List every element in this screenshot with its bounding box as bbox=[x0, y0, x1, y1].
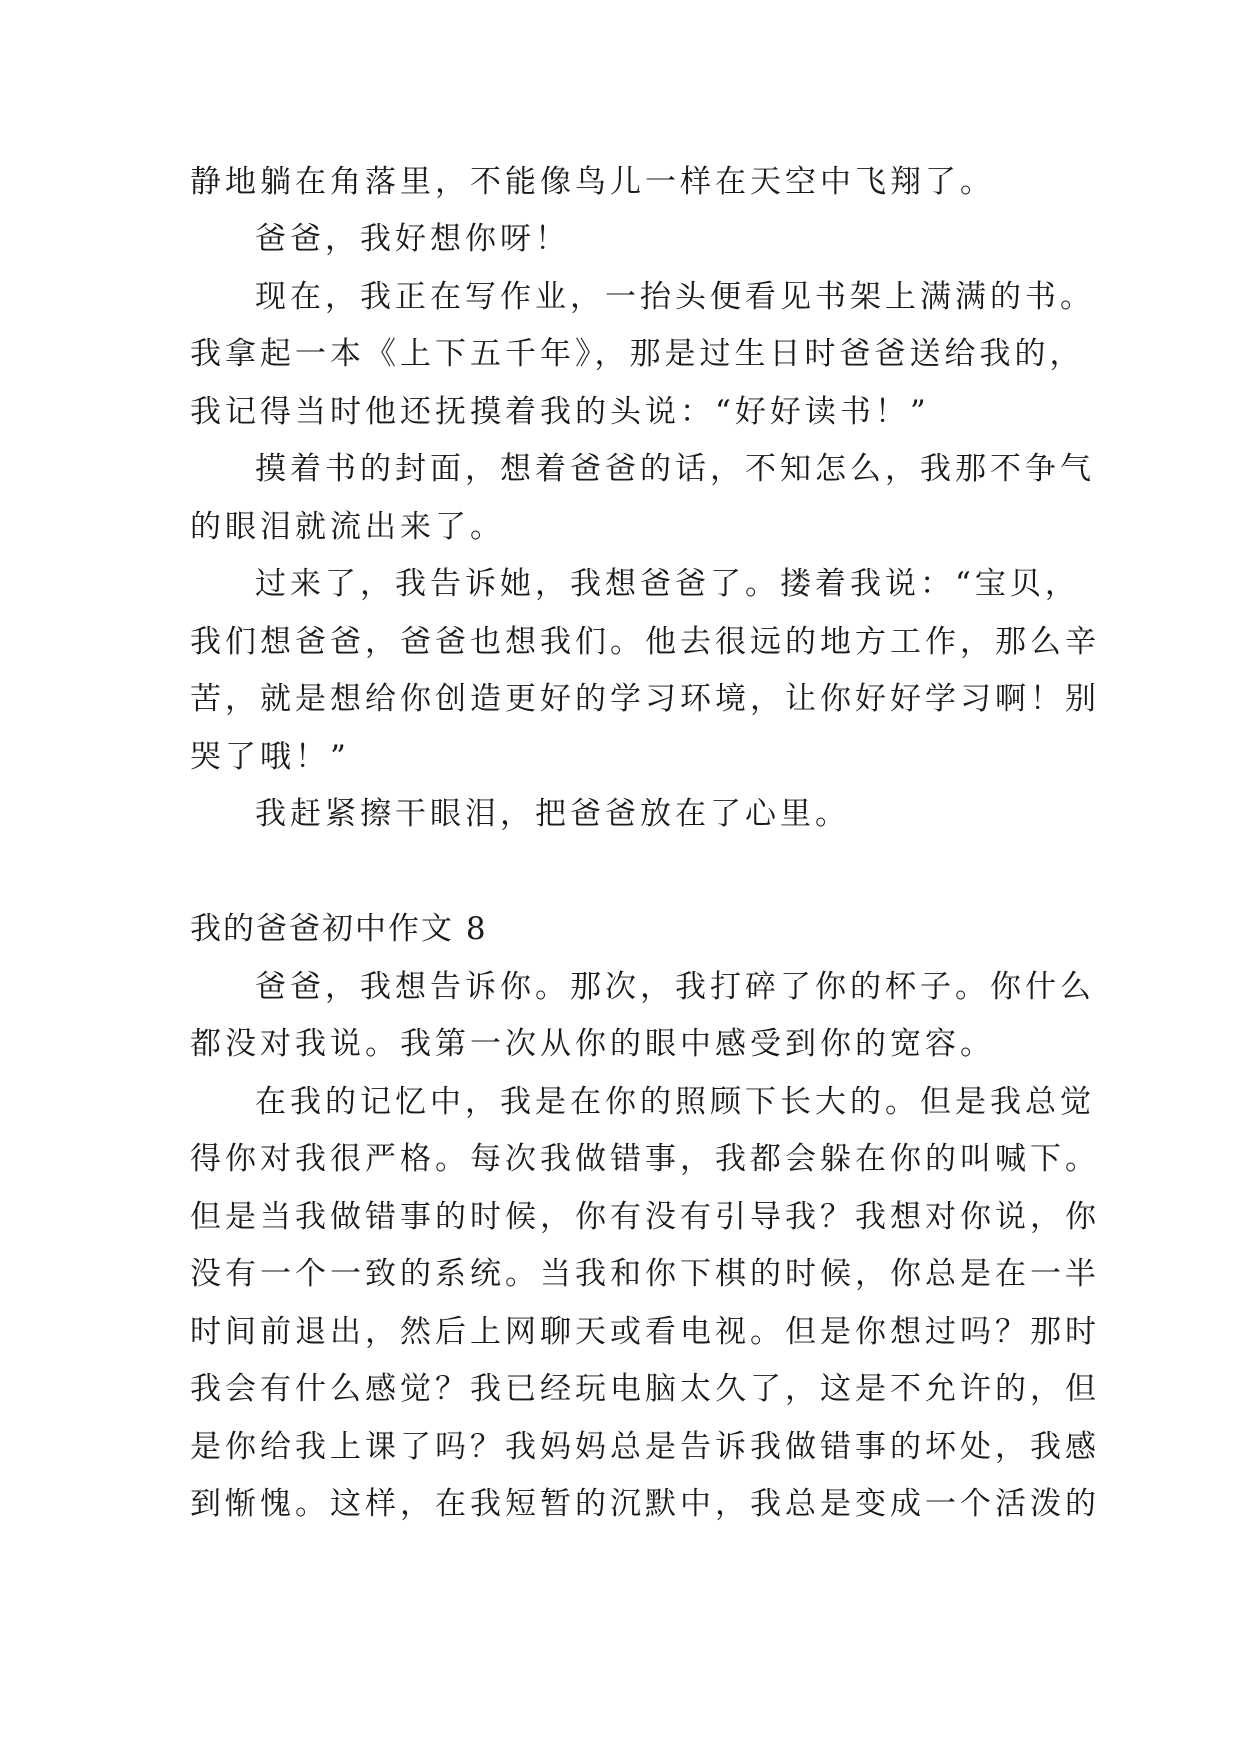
section-title: 我的爸爸初中作文 8 bbox=[190, 911, 488, 947]
text-line: 爸爸，我想告诉你。那次，我打碎了你的杯子。你什么 bbox=[255, 969, 1095, 1005]
text-line: 的眼泪就流出来了。 bbox=[190, 509, 505, 545]
text-line: 哭了哦！” bbox=[190, 739, 350, 775]
text-line: 得你对我很严格。每次我做错事，我都会躲在你的叫喊下。 bbox=[190, 1141, 1100, 1177]
text-line: 摸着书的封面，想着爸爸的话，不知怎么，我那不争气 bbox=[255, 451, 1095, 487]
text-line: 苦，就是想给你创造更好的学习环境，让你好好学习啊！别 bbox=[190, 681, 1100, 717]
text-line: 我记得当时他还抚摸着我的头说：“好好读书！” bbox=[190, 394, 930, 430]
text-line: 时间前退出，然后上网聊天或看电视。但是你想过吗？那时 bbox=[190, 1314, 1100, 1350]
text-line: 没有一个一致的系统。当我和你下棋的时候，你总是在一半 bbox=[190, 1256, 1100, 1292]
text-line: 爸爸，我好想你呀！ bbox=[255, 221, 570, 257]
text-line: 我赶紧擦干眼泪，把爸爸放在了心里。 bbox=[255, 796, 850, 832]
text-line: 静地躺在角落里，不能像鸟儿一样在天空中飞翔了。 bbox=[190, 164, 995, 200]
text-line: 我们想爸爸，爸爸也想我们。他去很远的地方工作，那么辛 bbox=[190, 624, 1100, 660]
text-line: 现在，我正在写作业，一抬头便看见书架上满满的书。 bbox=[255, 279, 1095, 315]
text-line: 在我的记忆中，我是在你的照顾下长大的。但是我总觉 bbox=[255, 1084, 1095, 1120]
text-line: 到惭愧。这样，在我短暂的沉默中，我总是变成一个活泼的 bbox=[190, 1486, 1100, 1522]
text-line: 都没对我说。我第一次从你的眼中感受到你的宽容。 bbox=[190, 1026, 995, 1062]
text-line: 我会有什么感觉？我已经玩电脑太久了，这是不允许的，但 bbox=[190, 1371, 1100, 1407]
text-line: 过来了，我告诉她，我想爸爸了。搂着我说：“宝贝， bbox=[255, 566, 1080, 602]
text-line: 但是当我做错事的时候，你有没有引导我？我想对你说，你 bbox=[190, 1199, 1100, 1235]
text-line: 是你给我上课了吗？我妈妈总是告诉我做错事的坏处，我感 bbox=[190, 1429, 1100, 1465]
text-line: 我拿起一本《上下五千年》，那是过生日时爸爸送给我的， bbox=[190, 336, 1085, 372]
